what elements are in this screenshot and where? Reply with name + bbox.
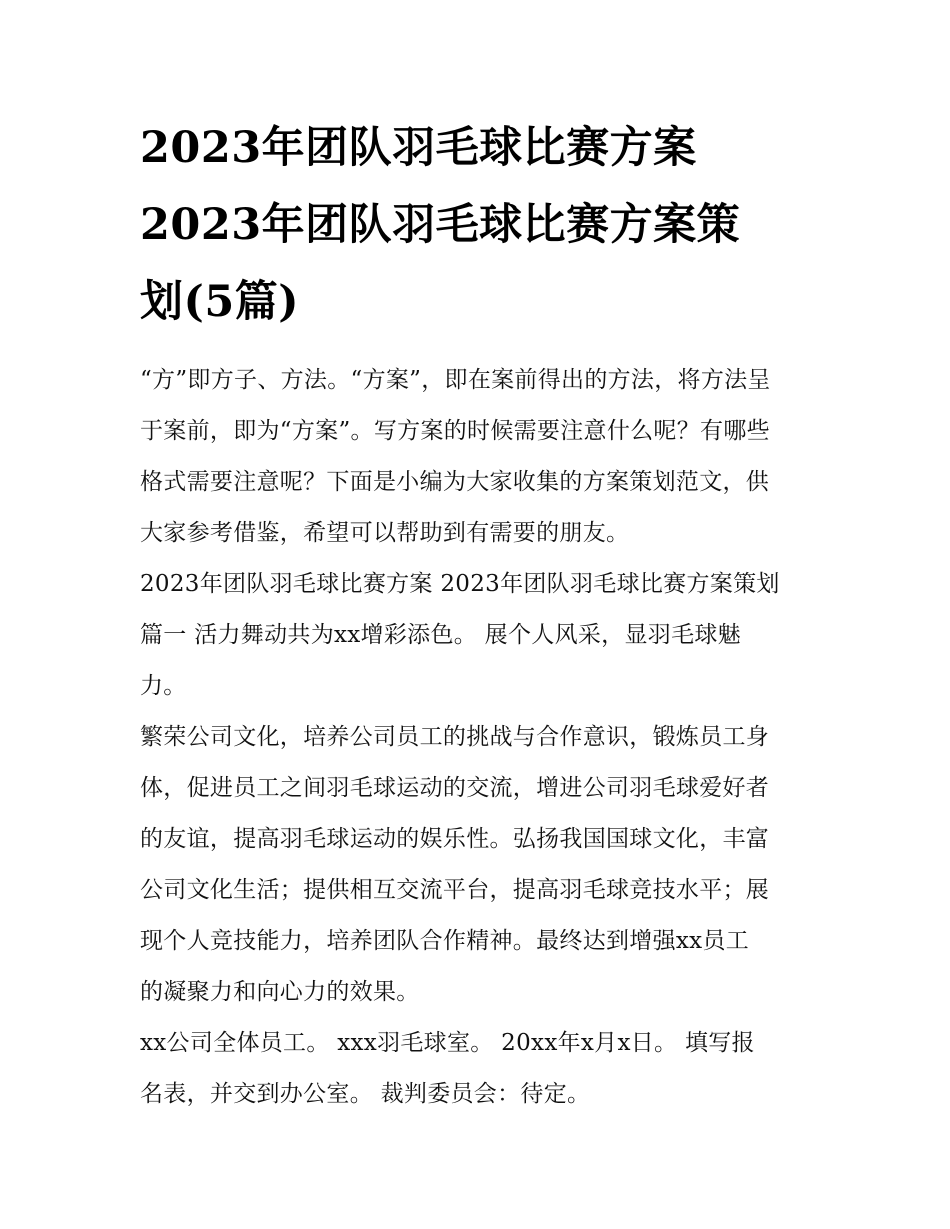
document-body xyxy=(140,355,820,1120)
text-line: 现个人竞技能力，培养团队合作精神。最终达到增强xx员工 xyxy=(140,928,750,954)
text-line: 格式需要注意呢？下面是小编为大家收集的方案策划范文，供 xyxy=(140,469,770,495)
section-heading-paragraph xyxy=(140,559,820,712)
text-line: 于案前，即为“方案”。写方案的时候需要注意什么呢？有哪些 xyxy=(140,418,770,444)
intro-paragraph xyxy=(140,355,820,559)
text-line: 公司文化生活；提供相互交流平台，提高羽毛球竞技水平；展 xyxy=(140,877,770,903)
text-line: 名表，并交到办公室。 裁判委员会：待定。 xyxy=(140,1081,591,1107)
document-title xyxy=(140,110,820,341)
text-line: 2023年团队羽毛球比赛方案 2023年团队羽毛球比赛方案策划 xyxy=(140,571,780,597)
document-page xyxy=(140,110,820,1120)
details-paragraph xyxy=(140,1018,820,1120)
purpose-paragraph xyxy=(140,712,820,1018)
title-line-1: 2023年团队羽毛球比赛方案 xyxy=(140,123,697,173)
text-line: 大家参考借鉴，希望可以帮助到有需要的朋友。 xyxy=(140,520,630,546)
text-line: 繁荣公司文化，培养公司员工的挑战与合作意识，锻炼员工身 xyxy=(140,724,770,750)
title-line-2: 2023年团队羽毛球比赛方案策 xyxy=(140,200,741,250)
text-line: “方”即方子、方法。“方案”，即在案前得出的方法，将方法呈 xyxy=(140,367,771,393)
text-line: 体，促进员工之间羽毛球运动的交流，增进公司羽毛球爱好者 xyxy=(140,775,770,801)
title-line-3: 划(5篇) xyxy=(140,277,300,327)
text-line: 的友谊，提高羽毛球运动的娱乐性。弘扬我国国球文化，丰富 xyxy=(140,826,770,852)
text-line: xx公司全体员工。 xxx羽毛球室。 20xx年x月x日。 填写报 xyxy=(140,1030,755,1056)
text-line: 篇一 活力舞动共为xx增彩添色。 展个人风采，显羽毛球魅 xyxy=(140,622,741,648)
text-line: 力。 xyxy=(140,673,187,699)
text-line: 的凝聚力和向心力的效果。 xyxy=(140,979,420,1005)
